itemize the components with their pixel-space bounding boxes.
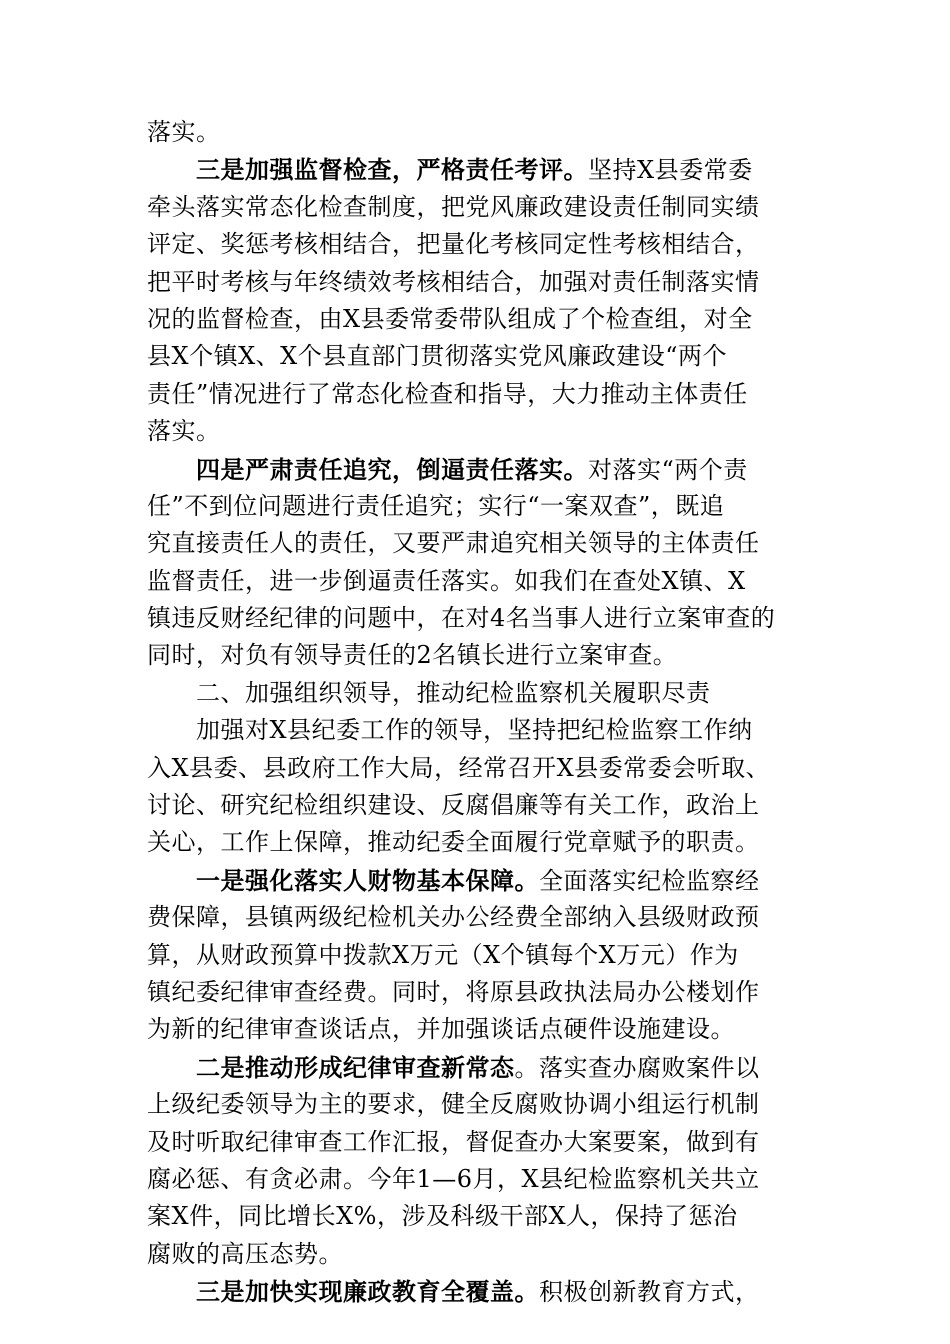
text-line bbox=[147, 1049, 827, 1086]
body-text: 牵头落实常态化检查制度，把党风廉政建设责任制同实绩 bbox=[147, 192, 760, 221]
body-text: 腐败的高压态势。 bbox=[147, 1239, 343, 1268]
text-line bbox=[147, 750, 827, 787]
body-text: 镇违反财经纪律的问题中，在对4名当事人进行立案审查的 bbox=[147, 604, 776, 633]
text-line bbox=[147, 1124, 827, 1161]
text-line bbox=[147, 451, 827, 488]
text-line bbox=[147, 338, 827, 375]
text-line bbox=[147, 114, 827, 151]
body-text: 讨论、研究纪检组织建设、反腐倡廉等有关工作，政治上 bbox=[147, 791, 760, 820]
body-text: 任”不到位问题进行责任追究；实行“一案双查”，既追 bbox=[147, 491, 725, 520]
body-text: 入X县委、县政府工作大局，经常召开X县委常委会听取、 bbox=[147, 753, 771, 782]
body-text: 监督责任，进一步倒逼责任落实。如我们在查处X镇、X bbox=[147, 566, 746, 595]
text-line bbox=[147, 787, 827, 824]
bold-heading-text: 一是强化落实人财物基本保障。 bbox=[196, 865, 539, 895]
text-line bbox=[147, 151, 827, 188]
document-body bbox=[147, 114, 827, 1311]
text-line bbox=[147, 1011, 827, 1048]
body-text: 积极创新教育方式， bbox=[539, 1278, 760, 1307]
body-text: 对落实“两个责 bbox=[588, 455, 748, 484]
body-text: 坚持X县委常委 bbox=[588, 156, 753, 185]
body-text: 上级纪委领导为主的要求，健全反腐败协调小组运行机制 bbox=[147, 1090, 760, 1119]
body-text: 落实。 bbox=[147, 417, 221, 446]
body-text: 评定、奖惩考核相结合，把量化考核同定性考核相结合， bbox=[147, 230, 760, 259]
body-text: 镇纪委纪律审查经费。同时，将原县政执法局办公楼划作 bbox=[147, 977, 760, 1006]
text-line bbox=[147, 226, 827, 263]
text-line bbox=[147, 413, 827, 450]
body-text: 加强对X县纪委工作的领导，坚持把纪检监察工作纳 bbox=[196, 716, 753, 745]
body-text: 腐必惩、有贪必肃。今年1—6月，X县纪检监察机关共立 bbox=[147, 1164, 760, 1193]
text-line bbox=[147, 563, 827, 600]
text-line bbox=[147, 264, 827, 301]
text-line bbox=[147, 1161, 827, 1198]
bold-heading-text: 三是加强监督检查，严格责任考评。 bbox=[196, 155, 588, 185]
bold-heading-text: 三是加快实现廉政教育全覆盖。 bbox=[196, 1277, 539, 1307]
body-text: 全面落实纪检监察经 bbox=[539, 866, 760, 895]
body-text: 为新的纪律审查谈话点，并加强谈话点硬件设施建设。 bbox=[147, 1015, 735, 1044]
text-line bbox=[147, 189, 827, 226]
body-text: 把平时考核与年终绩效考核相结合，加强对责任制落实情 bbox=[147, 267, 760, 296]
body-text: 二、加强组织领导，推动纪检监察机关履职尽责 bbox=[196, 678, 711, 707]
body-text: 同时，对负有领导责任的2名镇长进行立案审查。 bbox=[147, 641, 678, 670]
text-line bbox=[147, 1086, 827, 1123]
body-text: 落实。 bbox=[147, 118, 221, 146]
text-line bbox=[147, 1198, 827, 1235]
text-line bbox=[147, 1273, 827, 1310]
text-line bbox=[147, 862, 827, 899]
text-line bbox=[147, 488, 827, 525]
text-line bbox=[147, 1236, 827, 1273]
text-line bbox=[147, 637, 827, 674]
bold-heading-text: 二是推动形成纪律审查新常态 bbox=[196, 1052, 515, 1082]
text-line bbox=[147, 974, 827, 1011]
body-text: 。落实查办腐败案件以 bbox=[514, 1053, 760, 1082]
text-line bbox=[147, 525, 827, 562]
text-line bbox=[147, 937, 827, 974]
body-text: 况的监督检查，由X县委常委带队组成了个检查组，对全 bbox=[147, 304, 753, 333]
body-text: 责任”情况进行了常态化检查和指导，大力推动主体责任 bbox=[147, 379, 748, 408]
text-line bbox=[147, 376, 827, 413]
text-line bbox=[147, 712, 827, 749]
body-text: 及时听取纪律审查工作汇报，督促查办大案要案，做到有 bbox=[147, 1127, 760, 1156]
body-text: 关心，工作上保障，推动纪委全面履行党章赋予的职责。 bbox=[147, 828, 760, 857]
body-text: 县X个镇X、X个县直部门贯彻落实党风廉政建设“两个 bbox=[147, 342, 728, 371]
body-text: 算，从财政预算中拨款X万元（X个镇每个X万元）作为 bbox=[147, 940, 739, 969]
text-line bbox=[147, 600, 827, 637]
body-text: 费保障，县镇两级纪检机关办公经费全部纳入县级财政预 bbox=[147, 903, 760, 932]
text-line bbox=[147, 824, 827, 861]
text-line bbox=[147, 301, 827, 338]
text-line bbox=[147, 899, 827, 936]
text-line bbox=[147, 675, 827, 712]
body-text: 案X件，同比增长X%，涉及科级干部X人，保持了惩治 bbox=[147, 1202, 738, 1231]
bold-heading-text: 四是严肃责任追究，倒逼责任落实。 bbox=[196, 454, 588, 484]
body-text: 究直接责任人的责任，又要严肃追究相关领导的主体责任 bbox=[147, 529, 760, 558]
